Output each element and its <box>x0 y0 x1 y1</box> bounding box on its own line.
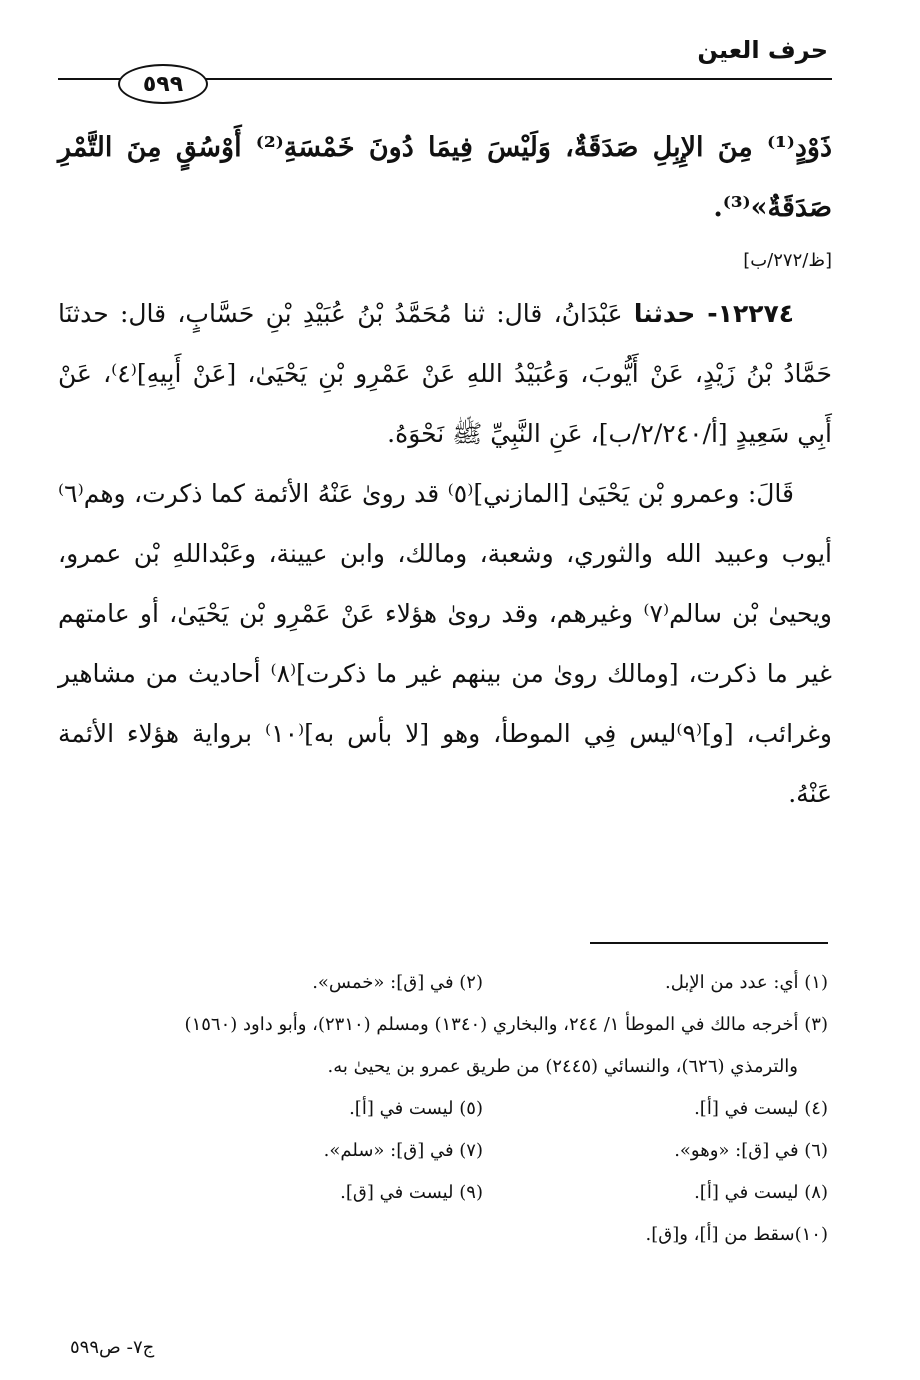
footnote-1: (١) أي: عدد من الإبل. <box>665 972 828 993</box>
footnote-2: (٢) في [ق]: «خمس». <box>312 972 483 993</box>
page-number: ٥٩٩ <box>142 71 184 97</box>
footnote-rule <box>590 942 828 944</box>
running-title: حرف العين <box>697 36 828 64</box>
footnote-row <box>58 1088 828 1130</box>
footnote-10: (١٠)سقط من [أ]، و[ق]. <box>645 1224 828 1245</box>
footnote-7: (٧) في [ق]: «سلم». <box>323 1140 483 1161</box>
footnote-9: (٩) ليست في [ق]. <box>340 1182 483 1203</box>
footnote-row <box>58 1172 828 1214</box>
hadith-number: ١٢٢٧٤- حدثنا <box>633 299 794 328</box>
footnote-3: (٣) أخرجه مالك في الموطأ ١/ ٢٤٤، والبخاري (١٣٤٠) ومسلم (٢٣١٠)، وأبو داود (١٥٦٠) <box>184 1014 828 1035</box>
footnote-8: (٨) ليست في [أ]. <box>694 1182 828 1203</box>
main-text <box>58 118 832 824</box>
footnote-row <box>58 1130 828 1172</box>
manuscript-reference: [ظ/٢٧٢/ب] <box>743 250 832 271</box>
hadith-ending: ذَوْدٍ⁽¹⁾ مِنَ الإِبِلِ صَدَقَةٌ، وَلَيْسَ فِيمَا دُونَ خَمْسَةِ⁽²⁾ أَوْسُقٍ مِنَ التَّمْرِ صَدَقَةٌ»⁽³⁾. <box>58 132 832 223</box>
footnote-4: (٤) ليست في [أ]. <box>694 1098 828 1119</box>
page-number-badge <box>118 64 208 104</box>
footnote-row <box>58 962 828 1004</box>
footnotes <box>58 962 828 1256</box>
footnote-5: (٥) ليست في [أ]. <box>349 1098 483 1119</box>
footnote-6: (٦) في [ق]: «وهو». <box>674 1140 828 1161</box>
folio-reference: ج٧- ص٥٩٩ <box>70 1337 155 1358</box>
isnad-text: عَبْدَانُ، قال: ثنا مُحَمَّدُ بْنُ عُبَيْدِ بْنِ حَسَّابٍ، قال: حدثنَا حَمَّادُ بْنُ زَيْدٍ، عَنْ أَيُّوبَ، وَعُبَيْدُ اللهِ عَنْ عَمْرِو بْنِ يَحْيَىٰ، [عَنْ أَبِيهِ]⁽٤⁾، عَنْ أَبِي سَعِيدٍ [أ/٢/٢٤٠/ب]، عَنِ النَّبِيِّ ﷺ نَحْوَهُ. <box>58 299 832 448</box>
hadith-paragraph <box>58 284 832 464</box>
commentary-paragraph: قَالَ: وعمرو بْن يَحْيَىٰ [المازني]⁽٥⁾ قد روىٰ عَنْهُ الأئمة كما ذكرت، وهم⁽٦⁾ أيوب وعبيد الله والثوري، وشعبة، ومالك، وابن عيينة، وعَبْداللهِ بْن عمرو، ويحيىٰ بْن سالم⁽٧⁾ وغيرهم، وقد روىٰ هؤلاء عَنْ عَمْرِو بْن يَحْيَىٰ، أو عامتهم غير ما ذكرت، [ومالك روىٰ من بينهم غير ما ذكرت]⁽٨⁾ أحاديث من مشاهير وغرائب، [و]⁽٩⁾ليس فِي الموطأ، وهو [لا بأس به]⁽١٠⁾ برواية هؤلاء الأئمة عَنْهُ. <box>58 479 833 808</box>
footnote-3-continuation: والترمذي (٦٢٦)، والنسائي (٢٤٤٥) من طريق عمرو بن يحيىٰ به. <box>327 1056 798 1077</box>
